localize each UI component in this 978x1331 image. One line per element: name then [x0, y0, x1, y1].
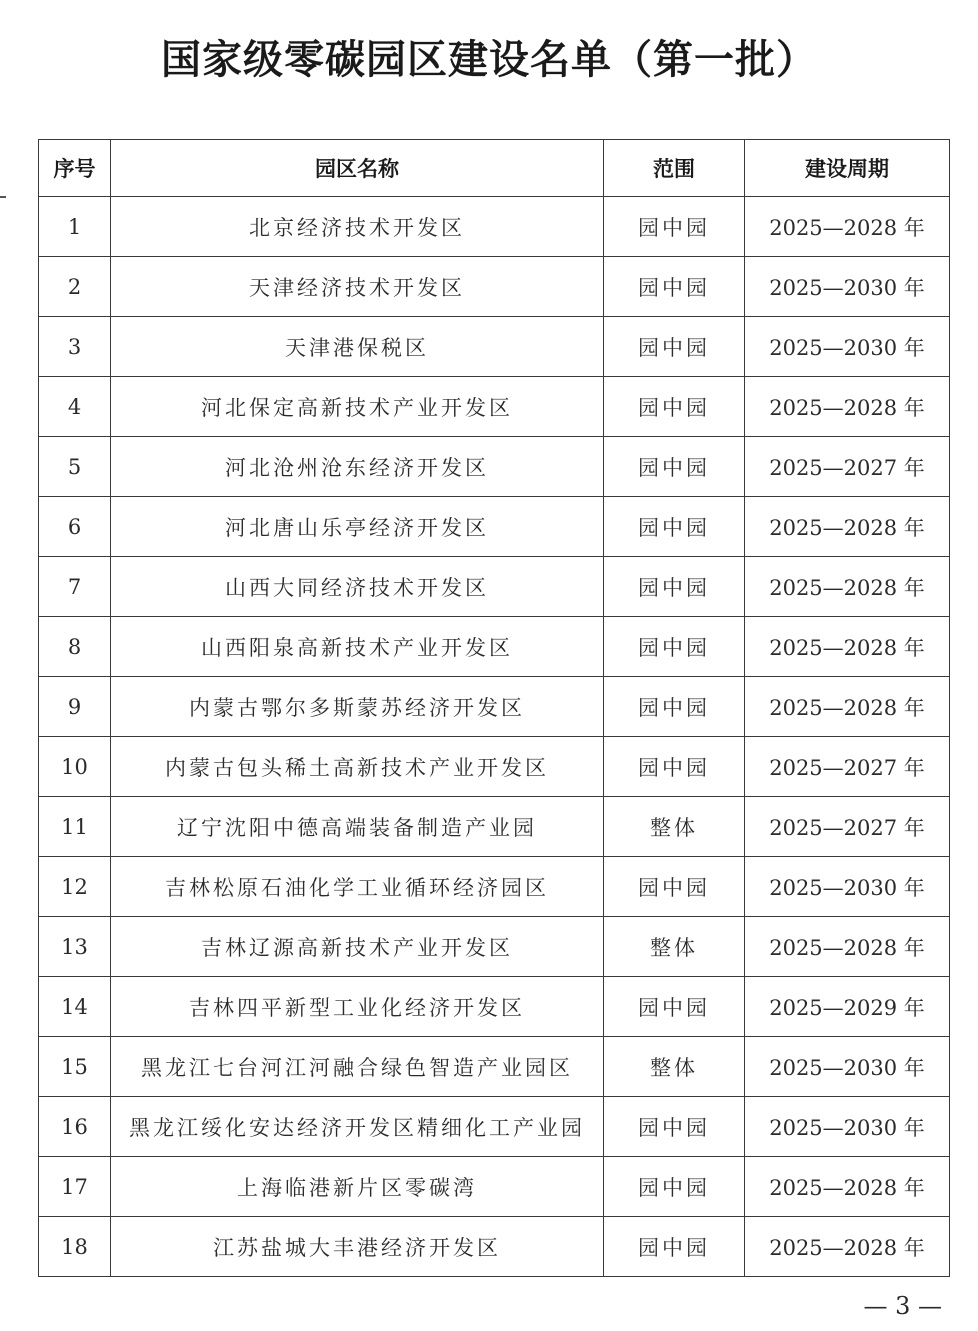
- header-no: 序号: [39, 140, 111, 197]
- table-row: [39, 1097, 950, 1157]
- park-scope: 园中园: [604, 557, 745, 617]
- row-number: 6: [39, 497, 111, 557]
- row-number: 13: [39, 917, 111, 977]
- park-name: 河北沧州沧东经济开发区: [111, 437, 604, 497]
- table-row: [39, 377, 950, 437]
- park-name: 上海临港新片区零碳湾: [111, 1157, 604, 1217]
- park-name: 河北保定高新技术产业开发区: [111, 377, 604, 437]
- park-name: 江苏盐城大丰港经济开发区: [111, 1217, 604, 1277]
- park-scope: 园中园: [604, 677, 745, 737]
- park-name: 吉林辽源高新技术产业开发区: [111, 917, 604, 977]
- park-name: 辽宁沈阳中德高端装备制造产业园: [111, 797, 604, 857]
- table-row: [39, 257, 950, 317]
- park-scope: 园中园: [604, 1097, 745, 1157]
- row-number: 18: [39, 1217, 111, 1277]
- table-row: [39, 437, 950, 497]
- park-name: 山西大同经济技术开发区: [111, 557, 604, 617]
- row-number: 15: [39, 1037, 111, 1097]
- park-name: 吉林松原石油化学工业循环经济园区: [111, 857, 604, 917]
- park-scope: 园中园: [604, 197, 745, 257]
- park-name: 天津经济技术开发区: [111, 257, 604, 317]
- construction-period: 2025—2029 年: [745, 977, 950, 1037]
- table-row: [39, 797, 950, 857]
- table-row: [39, 1157, 950, 1217]
- construction-period: 2025—2028 年: [745, 557, 950, 617]
- park-scope: 园中园: [604, 977, 745, 1037]
- construction-period: 2025—2030 年: [745, 1037, 950, 1097]
- construction-period: 2025—2028 年: [745, 1157, 950, 1217]
- row-number: 12: [39, 857, 111, 917]
- park-name: 内蒙古包头稀土高新技术产业开发区: [111, 737, 604, 797]
- construction-period: 2025—2030 年: [745, 1097, 950, 1157]
- table-row: [39, 977, 950, 1037]
- header-name: 园区名称: [111, 140, 604, 197]
- construction-period: 2025—2028 年: [745, 677, 950, 737]
- row-number: 10: [39, 737, 111, 797]
- table-row: [39, 737, 950, 797]
- table-row: [39, 557, 950, 617]
- park-name: 黑龙江绥化安达经济开发区精细化工产业园: [111, 1097, 604, 1157]
- row-number: 1: [39, 197, 111, 257]
- park-name: 黑龙江七台河江河融合绿色智造产业园区: [111, 1037, 604, 1097]
- park-name: 北京经济技术开发区: [111, 197, 604, 257]
- row-number: 2: [39, 257, 111, 317]
- park-scope: 整体: [604, 917, 745, 977]
- park-name: 河北唐山乐亭经济开发区: [111, 497, 604, 557]
- park-scope: 园中园: [604, 257, 745, 317]
- construction-period: 2025—2028 年: [745, 917, 950, 977]
- construction-period: 2025—2030 年: [745, 257, 950, 317]
- row-number: 7: [39, 557, 111, 617]
- header-scope: 范围: [604, 140, 745, 197]
- construction-period: 2025—2028 年: [745, 497, 950, 557]
- row-number: 17: [39, 1157, 111, 1217]
- park-name: 吉林四平新型工业化经济开发区: [111, 977, 604, 1037]
- table-row: [39, 317, 950, 377]
- row-number: 8: [39, 617, 111, 677]
- table-row: [39, 857, 950, 917]
- table-row: [39, 677, 950, 737]
- row-number: 16: [39, 1097, 111, 1157]
- table-row: [39, 197, 950, 257]
- park-scope: 整体: [604, 797, 745, 857]
- park-list-table: [38, 139, 950, 1277]
- construction-period: 2025—2027 年: [745, 737, 950, 797]
- page-title: 国家级零碳园区建设名单（第一批）: [161, 37, 817, 83]
- header-period: 建设周期: [745, 140, 950, 197]
- row-number: 4: [39, 377, 111, 437]
- row-number: 14: [39, 977, 111, 1037]
- page-number: — 3 —: [863, 1292, 942, 1320]
- park-scope: 园中园: [604, 857, 745, 917]
- construction-period: 2025—2030 年: [745, 317, 950, 377]
- table-header-row: [39, 140, 950, 197]
- table-row: [39, 1037, 950, 1097]
- park-scope: 园中园: [604, 1217, 745, 1277]
- table-row: [39, 917, 950, 977]
- construction-period: 2025—2027 年: [745, 437, 950, 497]
- row-number: 5: [39, 437, 111, 497]
- construction-period: 2025—2028 年: [745, 377, 950, 437]
- table-row: [39, 1217, 950, 1277]
- construction-period: 2025—2028 年: [745, 1217, 950, 1277]
- park-scope: 园中园: [604, 377, 745, 437]
- construction-period: 2025—2027 年: [745, 797, 950, 857]
- park-scope: 整体: [604, 1037, 745, 1097]
- construction-period: 2025—2028 年: [745, 617, 950, 677]
- park-scope: 园中园: [604, 737, 745, 797]
- park-scope: 园中园: [604, 437, 745, 497]
- margin-mark: [0, 196, 6, 198]
- park-scope: 园中园: [604, 317, 745, 377]
- park-scope: 园中园: [604, 1157, 745, 1217]
- park-name: 天津港保税区: [111, 317, 604, 377]
- construction-period: 2025—2028 年: [745, 197, 950, 257]
- construction-period: 2025—2030 年: [745, 857, 950, 917]
- table-row: [39, 617, 950, 677]
- row-number: 3: [39, 317, 111, 377]
- park-scope: 园中园: [604, 617, 745, 677]
- park-name: 内蒙古鄂尔多斯蒙苏经济开发区: [111, 677, 604, 737]
- table-row: [39, 497, 950, 557]
- park-scope: 园中园: [604, 497, 745, 557]
- row-number: 11: [39, 797, 111, 857]
- row-number: 9: [39, 677, 111, 737]
- park-name: 山西阳泉高新技术产业开发区: [111, 617, 604, 677]
